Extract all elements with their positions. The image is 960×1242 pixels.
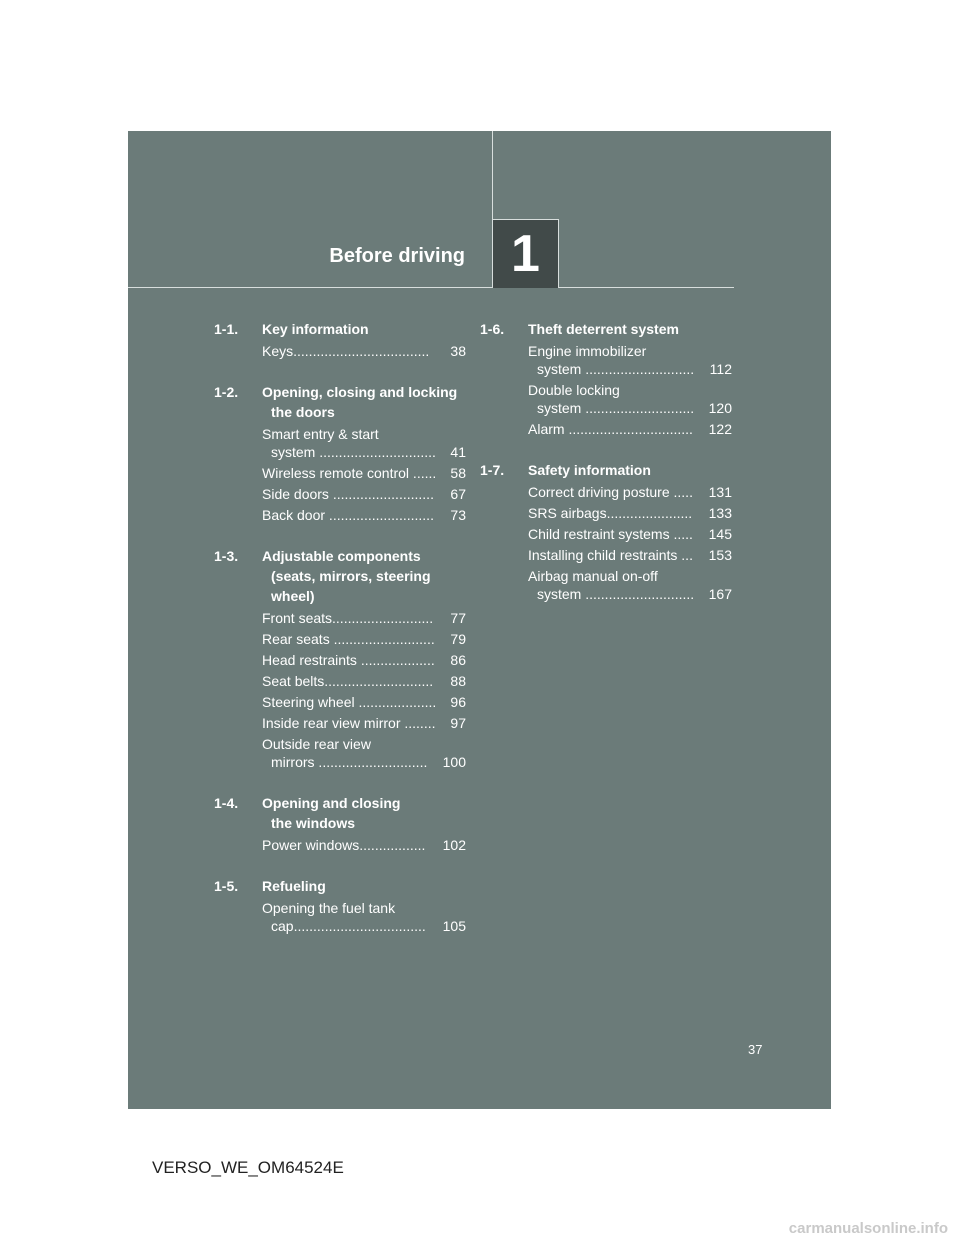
leader-dots: ................. <box>359 837 426 853</box>
leader-dots: ...... <box>409 465 437 481</box>
toc-entry[interactable] <box>262 899 466 935</box>
section-title-line: the windows <box>271 815 355 831</box>
entry-page: 153 <box>708 547 732 563</box>
toc-entry[interactable] <box>528 342 732 378</box>
section-heading <box>214 546 466 606</box>
section-title <box>262 382 466 422</box>
toc-entry[interactable] <box>262 485 466 503</box>
entry-page: 145 <box>708 526 732 542</box>
section-title-line: Opening, closing and locking <box>262 384 458 400</box>
toc-entry[interactable] <box>528 483 732 501</box>
entry-page: 58 <box>450 465 466 481</box>
toc-section <box>214 546 466 771</box>
entry-page: 167 <box>708 586 732 602</box>
entry-title <box>262 609 447 627</box>
entry-page: 38 <box>450 343 466 359</box>
leader-dots: ..... <box>669 526 693 542</box>
section-number: 1-3. <box>214 548 239 564</box>
leader-dots: .......................... <box>332 610 434 626</box>
section-number: 1-1. <box>214 321 239 337</box>
section-heading <box>214 382 466 422</box>
section-title <box>528 319 732 339</box>
entry-page: 67 <box>450 486 466 502</box>
entry-title <box>262 425 447 461</box>
toc-entry[interactable] <box>262 342 466 360</box>
entry-title <box>262 714 447 732</box>
entry-title-line: Child restraint systems ..... <box>528 526 693 542</box>
entry-title <box>262 735 440 771</box>
toc-entry[interactable] <box>528 420 732 438</box>
toc-section <box>214 793 466 854</box>
entry-title-line: Keys................................... <box>262 343 430 359</box>
entry-page: 73 <box>450 507 466 523</box>
entry-title-line: system ............................ <box>537 400 695 416</box>
section-title-line: Safety information <box>528 462 651 478</box>
section-title-line: Key information <box>262 321 369 337</box>
entry-title <box>528 525 706 543</box>
section-title-line: wheel) <box>271 588 315 604</box>
toc-entry[interactable] <box>262 836 466 854</box>
leader-dots: .......................... <box>329 631 435 647</box>
entry-title-line: Outside rear view <box>262 736 371 752</box>
section-number: 1-4. <box>214 795 239 811</box>
section-title <box>262 876 466 896</box>
entry-page: 100 <box>442 754 466 770</box>
entry-title-line: Opening the fuel tank <box>262 900 396 916</box>
entry-title <box>528 342 707 378</box>
section-heading <box>214 793 466 833</box>
entry-title-line: Inside rear view mirror ........ <box>262 715 436 731</box>
section-title-line: (seats, mirrors, steering <box>271 568 431 584</box>
section-number: 1-5. <box>214 878 239 894</box>
section-number: 1-2. <box>214 384 239 400</box>
toc-entry[interactable] <box>262 735 466 771</box>
entry-title <box>262 651 447 669</box>
toc-entry[interactable] <box>262 714 466 732</box>
entry-title-line: Rear seats .......................... <box>262 631 435 647</box>
chapter-title: Before driving <box>329 245 465 267</box>
entry-title <box>262 342 447 360</box>
entry-title-line: system .............................. <box>271 444 436 460</box>
toc-entry[interactable] <box>262 609 466 627</box>
section-number: 1-6. <box>480 321 505 337</box>
entry-title-line: Back door ........................... <box>262 507 434 523</box>
chapter-panel <box>128 131 831 1109</box>
entry-title-line: Side doors .......................... <box>262 486 434 502</box>
section-heading <box>480 460 732 480</box>
entry-page: 102 <box>442 837 466 853</box>
leader-dots: ............................ <box>581 400 695 416</box>
entry-title-line: Steering wheel .................... <box>262 694 437 710</box>
entry-title-line: mirrors ............................ <box>271 754 428 770</box>
entry-title <box>528 504 706 522</box>
chapter-number-box: 1 <box>492 219 559 288</box>
entry-title-line: SRS airbags...................... <box>528 505 693 521</box>
entry-title-line: Airbag manual on-off <box>528 568 658 584</box>
section-title-line: Theft deterrent system <box>528 321 679 337</box>
leader-dots: ...................... <box>606 505 693 521</box>
entry-title-line: Head restraints ................... <box>262 652 435 668</box>
section-heading <box>214 319 466 339</box>
section-title-line: Opening and closing <box>262 795 401 811</box>
entry-title-line: Power windows................. <box>262 837 426 853</box>
leader-dots: ................................ <box>564 421 693 437</box>
entry-title-line: Wireless remote control ...... <box>262 465 437 481</box>
entry-title <box>262 485 447 503</box>
leader-dots: ............................ <box>314 754 428 770</box>
entry-page: 88 <box>450 673 466 689</box>
section-title-line: Refueling <box>262 878 326 894</box>
toc-section <box>214 382 466 524</box>
section-title <box>262 546 466 606</box>
leader-dots: ............................ <box>581 361 695 377</box>
entry-page: 79 <box>450 631 466 647</box>
entry-title-line: Double locking <box>528 382 620 398</box>
watermark: carmanualsonline.info <box>788 1220 948 1237</box>
entry-title-line: Alarm ................................ <box>528 421 693 437</box>
toc-left-column <box>214 319 466 957</box>
entry-title-line: Front seats.......................... <box>262 610 434 626</box>
toc-entry[interactable] <box>262 672 466 690</box>
toc-entry[interactable] <box>528 381 732 417</box>
entry-page: 122 <box>708 421 732 437</box>
section-title-line: Adjustable components <box>262 548 421 564</box>
entry-page: 77 <box>450 610 466 626</box>
section-title <box>262 793 466 833</box>
toc-section <box>214 876 466 935</box>
toc-entry[interactable] <box>528 525 732 543</box>
leader-dots: .................... <box>354 694 437 710</box>
entry-title-line: Engine immobilizer <box>528 343 647 359</box>
entry-title <box>528 381 706 417</box>
toc-section <box>480 319 732 438</box>
toc-entry[interactable] <box>262 693 466 711</box>
leader-dots: ........ <box>400 715 436 731</box>
entry-page: 105 <box>442 918 466 934</box>
entry-page: 120 <box>708 400 732 416</box>
entry-page: 131 <box>708 484 732 500</box>
entry-title <box>262 693 447 711</box>
entry-title <box>262 630 447 648</box>
section-title <box>262 319 466 339</box>
toc-entry[interactable] <box>528 504 732 522</box>
section-title-line: the doors <box>271 404 335 420</box>
entry-title <box>262 672 447 690</box>
entry-page: 96 <box>450 694 466 710</box>
entry-title-line: Correct driving posture ..... <box>528 484 693 500</box>
entry-title <box>528 546 706 564</box>
entry-page: 133 <box>708 505 732 521</box>
leader-dots: .............................. <box>315 444 436 460</box>
toc-section <box>480 460 732 603</box>
entry-title-line: Installing child restraints ... <box>528 547 693 563</box>
entry-title <box>528 483 706 501</box>
entry-title-line: Seat belts............................ <box>262 673 434 689</box>
leader-dots: ................... <box>356 652 435 668</box>
entry-page: 86 <box>450 652 466 668</box>
toc-entry[interactable] <box>262 464 466 482</box>
section-title <box>528 460 732 480</box>
entry-title-line: system ............................ <box>537 586 695 602</box>
entry-page: 97 <box>450 715 466 731</box>
entry-title-line: cap.................................. <box>271 918 426 934</box>
toc-entry[interactable] <box>262 506 466 524</box>
entry-page: 112 <box>709 361 732 377</box>
entry-title <box>528 420 706 438</box>
entry-title-line: system ............................ <box>537 361 695 377</box>
entry-title <box>262 836 440 854</box>
entry-title-line: Smart entry & start <box>262 426 379 442</box>
entry-page: 41 <box>450 444 466 460</box>
entry-title <box>262 506 447 524</box>
leader-dots: ............................ <box>581 586 695 602</box>
leader-dots: ............................ <box>324 673 434 689</box>
entry-title <box>262 899 440 935</box>
leader-dots: ..... <box>669 484 693 500</box>
section-heading <box>214 876 466 896</box>
toc-right-column <box>480 319 732 625</box>
toc-entry[interactable] <box>528 567 732 603</box>
document-code: VERSO_WE_OM64524E <box>152 1158 344 1177</box>
leader-dots: ... <box>677 547 693 563</box>
toc-entry[interactable] <box>262 630 466 648</box>
section-heading <box>480 319 732 339</box>
leader-dots: ........................... <box>325 507 434 523</box>
toc-section <box>214 319 466 360</box>
leader-dots: .......................... <box>328 486 434 502</box>
leader-dots: ................................... <box>293 343 430 359</box>
entry-title <box>528 567 706 603</box>
divider-horizontal <box>128 287 734 288</box>
section-number: 1-7. <box>480 462 505 478</box>
entry-title <box>262 464 447 482</box>
toc-entry[interactable] <box>262 425 466 461</box>
leader-dots: .................................. <box>293 918 426 934</box>
toc-entry[interactable] <box>262 651 466 669</box>
page-number: 37 <box>748 1042 763 1057</box>
toc-entry[interactable] <box>528 546 732 564</box>
